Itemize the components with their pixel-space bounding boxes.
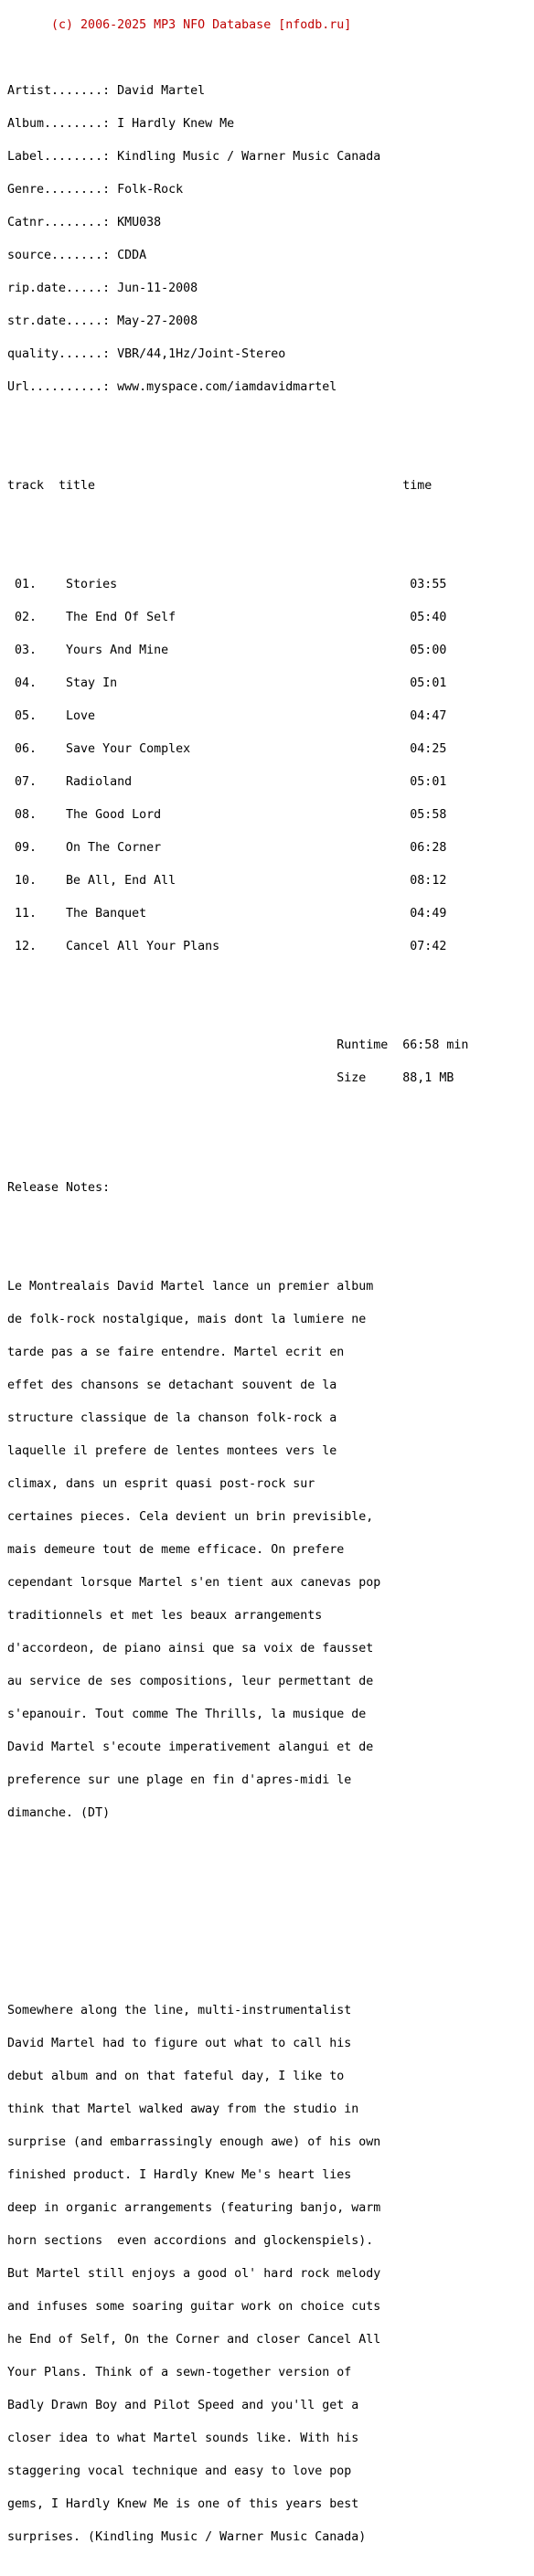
meta-quality: quality......: VBR/44,1Hz/Joint-Stereo: [7, 347, 286, 361]
meta-album: Album........: I Hardly Knew Me: [7, 117, 235, 131]
track-row: 08. The Good Lord 05:58: [7, 808, 447, 822]
spacer: [7, 448, 468, 459]
notes-line: mais demeure tout de meme efficace. On prefere: [7, 1543, 345, 1557]
notes-line: David Martel s'ecoute imperativement alangui et de: [7, 1740, 374, 1754]
meta-str-date: str.date.....: May-27-2008: [7, 314, 198, 328]
track-row: 10. Be All, End All 08:12: [7, 874, 447, 888]
meta-url: Url..........: www.myspace.com/iamdavidmartel: [7, 380, 337, 394]
size-total: Size 88,1 MB: [7, 1071, 454, 1085]
track-row: 01. Stories 03:55: [7, 578, 447, 591]
tracklist: [7, 558, 468, 974]
track-row: 09. On The Corner 06:28: [7, 841, 447, 855]
notes-line: Badly Drawn Boy and Pilot Speed and you'll get a: [7, 2399, 359, 2412]
track-row: 11. The Banquet 04:49: [7, 907, 447, 921]
runtime-total: Runtime 66:58 min: [7, 1038, 469, 1052]
spacer: [7, 1216, 468, 1227]
notes-line: gems, I Hardly Knew Me is one of this years best: [7, 2497, 359, 2511]
spacer: [7, 1907, 468, 1918]
track-row: 03. Yours And Mine 05:00: [7, 644, 447, 657]
notes-line: But Martel still enjoys a good ol' hard rock melody: [7, 2267, 381, 2281]
notes-line: cependant lorsque Martel s'en tient aux canevas pop: [7, 1576, 381, 1590]
release-notes-title: Release Notes:: [7, 1181, 111, 1195]
notes-line: horn sections even accordions and glockenspiels).: [7, 2234, 374, 2248]
notes-line: preference sur une plage en fin d'apres-midi le: [7, 1773, 352, 1787]
meta-label: Label........: Kindling Music / Warner Music Canada: [7, 150, 381, 164]
notes-line: Le Montrealais David Martel lance un premier album: [7, 1280, 374, 1293]
track-row: 04. Stay In 05:01: [7, 676, 447, 690]
notes-line: au service de ses compositions, leur permettant de: [7, 1675, 374, 1688]
notes-line: finished product. I Hardly Knew Me's heart lies: [7, 2168, 352, 2182]
notes-line: tarde pas a se faire entendre. Martel ecrit en: [7, 1346, 345, 1359]
spacer: [7, 1007, 468, 1018]
spacer: [7, 1150, 468, 1161]
meta-genre: Genre........: Folk-Rock: [7, 183, 184, 197]
notes-line: think that Martel walked away from the studio in: [7, 2102, 359, 2116]
spacer: [7, 1117, 468, 1128]
notes-line: surprise (and embarrassingly enough awe) of his own: [7, 2135, 381, 2149]
meta-rip-date: rip.date.....: Jun-11-2008: [7, 282, 198, 295]
spacer: [7, 1874, 468, 1885]
notes-line: certaines pieces. Cela devient un brin previsible,: [7, 1510, 374, 1524]
notes-line: Your Plans. Think of a sewn-together version of: [7, 2366, 352, 2379]
notes-line: s'epanouir. Tout comme The Thrills, la musique de: [7, 1708, 367, 1721]
release-metadata: [7, 64, 468, 415]
notes-line: surprises. (Kindling Music / Warner Music Canada): [7, 2530, 367, 2544]
notes-line: effet des chansons se detachant souvent de la: [7, 1378, 337, 1392]
notes-line: David Martel had to figure out what to call his: [7, 2037, 352, 2050]
track-row: 12. Cancel All Your Plans 07:42: [7, 940, 447, 953]
notes-line: dimanche. (DT): [7, 1806, 111, 1820]
site-header: (c) 2006-2025 MP3 NFO Database [nfodb.ru]: [7, 18, 352, 32]
spacer: [7, 1940, 468, 1951]
meta-artist: Artist.......: David Martel: [7, 84, 206, 98]
notes-line: closer idea to what Martel sounds like. With his: [7, 2432, 359, 2445]
tracklist-header: track title time: [7, 479, 433, 493]
notes-line: staggering vocal technique and easy to love pop: [7, 2464, 352, 2478]
notes-line: debut album and on that fateful day, I like to: [7, 2070, 345, 2083]
release-notes-english: [7, 1984, 468, 2565]
notes-line: laquelle il prefere de lentes montees vers le: [7, 1444, 337, 1458]
meta-source: source.......: CDDA: [7, 249, 147, 262]
notes-line: d'accordeon, de piano ainsi que sa voix de fausset: [7, 1642, 374, 1655]
notes-line: structure classique de la chanson folk-rock a: [7, 1411, 337, 1425]
track-row: 05. Love 04:47: [7, 709, 447, 723]
notes-line: traditionnels et met les beaux arrangements: [7, 1609, 323, 1623]
notes-line: Somewhere along the line, multi-instrumentalist: [7, 2004, 352, 2017]
notes-line: he End of Self, On the Corner and closer Cancel All: [7, 2333, 381, 2347]
meta-catnr: Catnr........: KMU038: [7, 216, 162, 229]
release-notes-french: [7, 1260, 468, 1841]
notes-line: de folk-rock nostalgique, mais dont la lumiere ne: [7, 1313, 367, 1326]
notes-line: deep in organic arrangements (featuring banjo, warm: [7, 2201, 381, 2215]
notes-line: and infuses some soaring guitar work on choice cuts: [7, 2300, 381, 2314]
track-row: 06. Save Your Complex 04:25: [7, 742, 447, 756]
notes-line: climax, dans un esprit quasi post-rock sur: [7, 1477, 315, 1491]
track-row: 02. The End Of Self 05:40: [7, 611, 447, 624]
spacer: [7, 514, 468, 525]
nfo-document: [7, 0, 468, 2576]
track-row: 07. Radioland 05:01: [7, 775, 447, 789]
